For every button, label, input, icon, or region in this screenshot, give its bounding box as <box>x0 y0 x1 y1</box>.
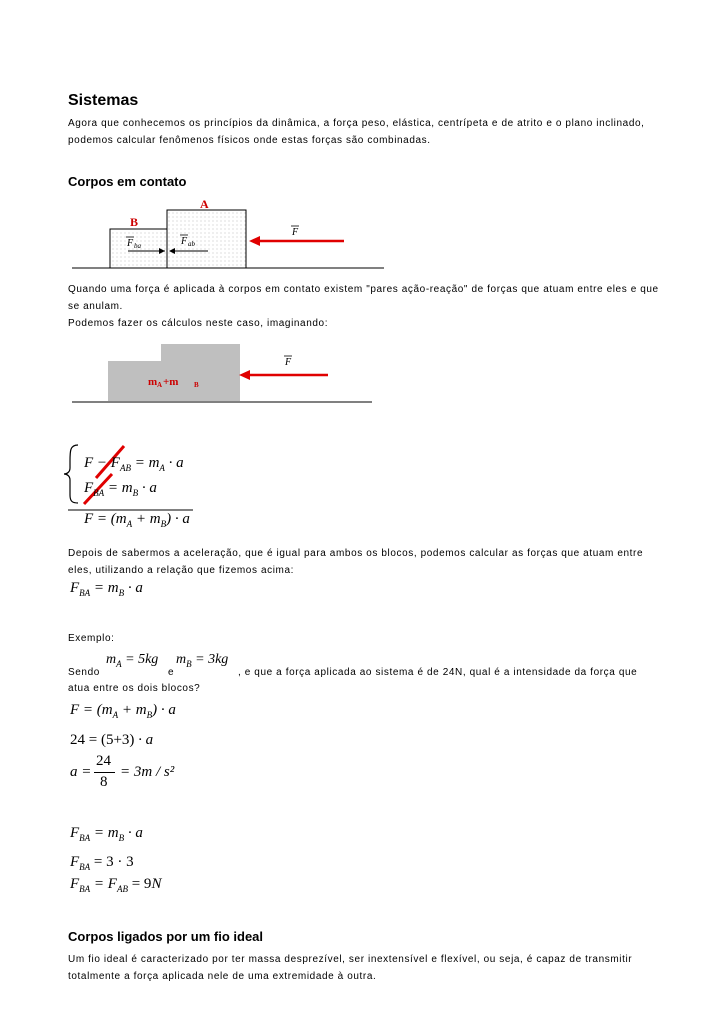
example-sendo: Sendo <box>68 667 100 678</box>
label-a: A <box>200 197 209 211</box>
contact-bodies-figure <box>68 196 388 272</box>
after-acceleration-paragraph: Depois de sabermos a aceleração, que é igual para ambos os blocos, podemos calcular as forças que atuam entre eles, utilizando a relação que fizemos acima: <box>68 548 644 576</box>
calc-line-6: $F_{BA} = F_{AB} = 9N$ <box>70 876 162 894</box>
svg-text:m: m <box>148 376 158 388</box>
calc-line-3: a = 24 8 = 3m / s² <box>70 753 175 790</box>
imagine-paragraph: Podemos fazer os cálculos neste caso, imaginando: <box>68 318 329 329</box>
force-label-2: F <box>285 357 292 368</box>
combined-block <box>108 344 240 401</box>
example-label: Exemplo: <box>68 633 115 644</box>
combined-mass-figure <box>68 341 378 407</box>
brace <box>64 445 78 503</box>
force-label: F <box>292 227 299 238</box>
example-mass-a: $m_A = 5kg$ <box>106 652 159 669</box>
section-title-contact: Corpos em contato <box>68 174 187 189</box>
svg-text:F: F <box>181 236 188 247</box>
equation-block-b: $F_{BA} = m_B \cdot a$ <box>84 480 157 498</box>
example-question-2: atua entre os dois blocos? <box>68 683 201 694</box>
example-e: e <box>168 667 175 678</box>
action-reaction-paragraph: Quando uma força é aplicada à corpos em contato existem "pares ação-reação" de forças que atuam entre eles e que se anulam. <box>68 284 659 312</box>
ideal-wire-paragraph: Um fio ideal é caracterizado por ter massa desprezível, ser inextensível e flexível, ou seja, é capaz de transmitir totalmente a força aplicada nele de uma extremidade à outra. <box>68 954 633 982</box>
intro-paragraph: Agora que conhecemos os princípios da dinâmica, a força peso, elástica, centrípeta e de atrito e o plano inclinado, podemos calcular fenômenos físicos onde estas forças são combinadas. <box>68 118 645 146</box>
section-title-ideal-wire: Corpos ligados por um fio ideal <box>68 929 264 944</box>
page-title: Sistemas <box>68 92 139 109</box>
svg-text:B: B <box>194 381 199 389</box>
svg-text:+m: +m <box>163 376 179 388</box>
example-question-1: , e que a força aplicada ao sistema é de 24N, qual é a intensidade da força que <box>238 667 638 678</box>
label-b: B <box>130 215 139 229</box>
equation-system <box>62 441 202 533</box>
svg-text:ba: ba <box>134 242 141 250</box>
calc-line-4: $F_{BA} = m_B \cdot a$ <box>70 825 143 843</box>
svg-text:ab: ab <box>188 240 195 248</box>
equation-sum: $F = (m_A + m_B) \cdot a$ <box>84 511 190 529</box>
block-a <box>167 210 246 268</box>
calc-line-2: 24 = (5+3) · a <box>70 732 154 748</box>
calc-line-1: $F = (m_A + m_B) \cdot a$ <box>70 702 176 720</box>
equation-fba: $F_{BA} = m_B \cdot a$ <box>70 580 143 598</box>
svg-text:A: A <box>157 381 163 389</box>
calc-line-5: $F_{BA} = 3 \cdot 3$ <box>70 854 134 872</box>
example-mass-b: $m_B = 3kg$ <box>176 652 229 669</box>
equation-block-a: $F - F_{AB} = m_A \cdot a$ <box>84 455 184 473</box>
svg-text:F: F <box>127 238 134 249</box>
